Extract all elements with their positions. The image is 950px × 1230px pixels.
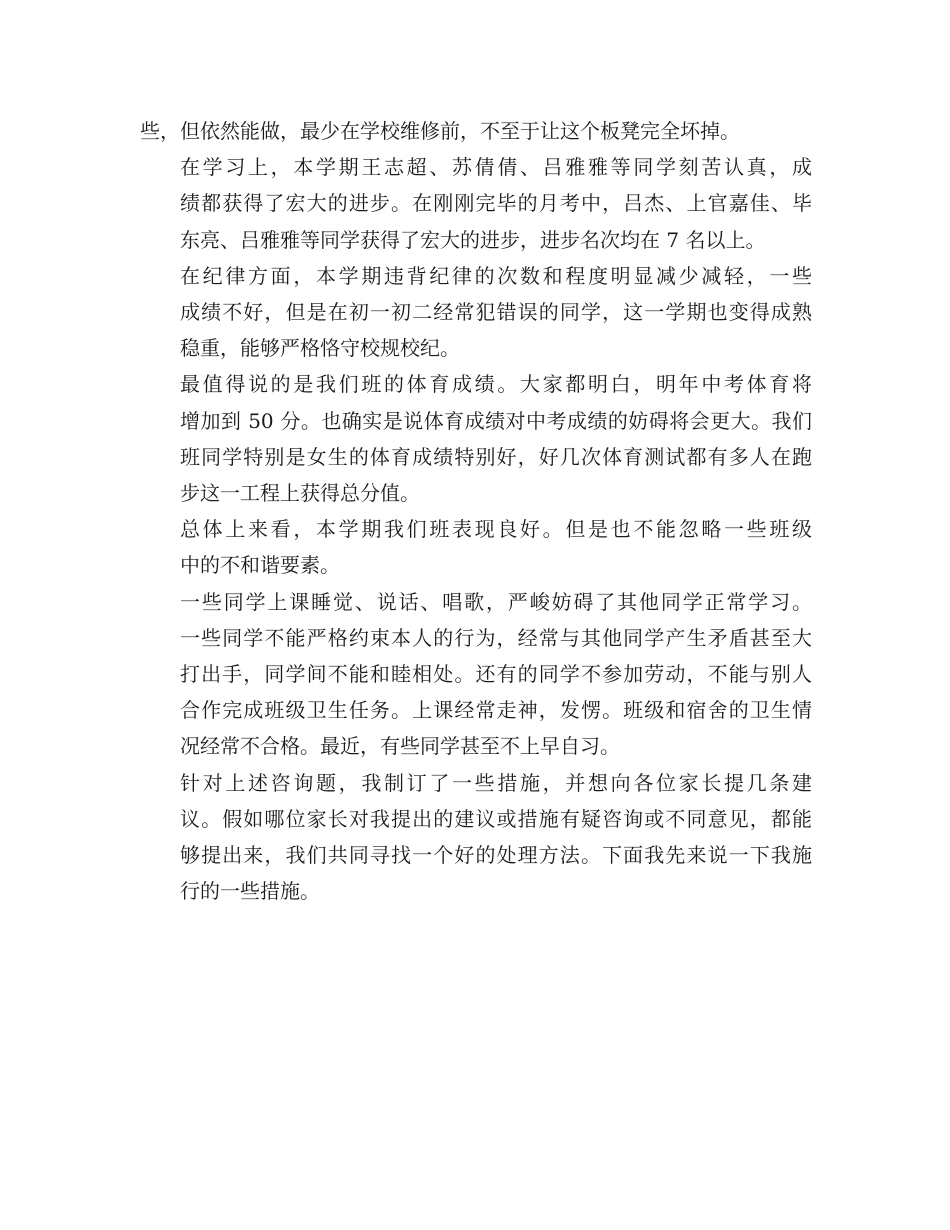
paragraph [140, 765, 812, 910]
paragraph [140, 258, 812, 367]
text-line: 在学习上，本学期王志超、苏倩倩、吕雅雅等同学刻苦认真，成 [180, 155, 812, 180]
paragraph [140, 113, 812, 149]
document-body [140, 113, 812, 909]
text-line: 稳重，能够严格恪守校规校纪。 [180, 336, 460, 361]
text-line: 增加到 50 分。也确实是说体育成绩对中考成绩的妨碍将会更大。我们 [180, 408, 812, 433]
text-line: 打出手，同学间不能和睦相处。还有的同学不参加劳动，不能与别人 [180, 662, 812, 687]
paragraph [140, 149, 812, 258]
text-line: 步这一工程上获得总分值。 [180, 481, 420, 506]
text-line: 些，但依然能做，最少在学校维修前，不至于让这个板凳完全坏掉。 [140, 119, 740, 143]
paragraph [140, 511, 812, 583]
text-line: 绩都获得了宏大的进步。在刚刚完毕的月考中，吕杰、上官嘉佳、毕 [180, 191, 812, 216]
text-line: 行的一些措施。 [180, 879, 320, 904]
text-line: 针对上述咨询题，我制订了一些措施，并想向各位家长提几条建 [180, 770, 812, 795]
text-line: 议。假如哪位家长对我提出的建议或措施有疑咨询或不同意见，都能 [180, 806, 812, 831]
paragraph [140, 366, 812, 511]
text-line: 班同学特别是女生的体育成绩特别好，好几次体育测试都有多人在跑 [180, 444, 812, 469]
text-line: 成绩不好，但是在初一初二经常犯错误的同学，这一学期也变得成熟 [180, 300, 812, 325]
text-line: 总体上来看，本学期我们班表现良好。但是也不能忽略一些班级 [180, 517, 812, 542]
text-line: 够提出来，我们共同寻找一个好的处理方法。下面我先来说一下我施 [180, 843, 812, 868]
text-line: 东亮、吕雅雅等同学获得了宏大的进步，进步名次均在 7 名以上。 [180, 227, 766, 252]
paragraph [140, 584, 812, 765]
text-line: 况经常不合格。最近，有些同学甚至不上早自习。 [180, 734, 620, 759]
text-line: 最值得说的是我们班的体育成绩。大家都明白，明年中考体育将 [180, 372, 812, 397]
text-line: 在纪律方面，本学期违背纪律的次数和程度明显减少减轻，一些 [180, 263, 812, 288]
text-line: 合作完成班级卫生任务。上课经常走神，发愣。班级和宿舍的卫生情 [180, 698, 812, 723]
text-line: 一些同学上课睡觉、说话、唱歌，严峻妨碍了其他同学正常学习。 [180, 589, 812, 614]
text-line: 中的不和谐要素。 [180, 553, 340, 578]
text-line: 一些同学不能严格约束本人的行为，经常与其他同学产生矛盾甚至大 [180, 625, 812, 650]
